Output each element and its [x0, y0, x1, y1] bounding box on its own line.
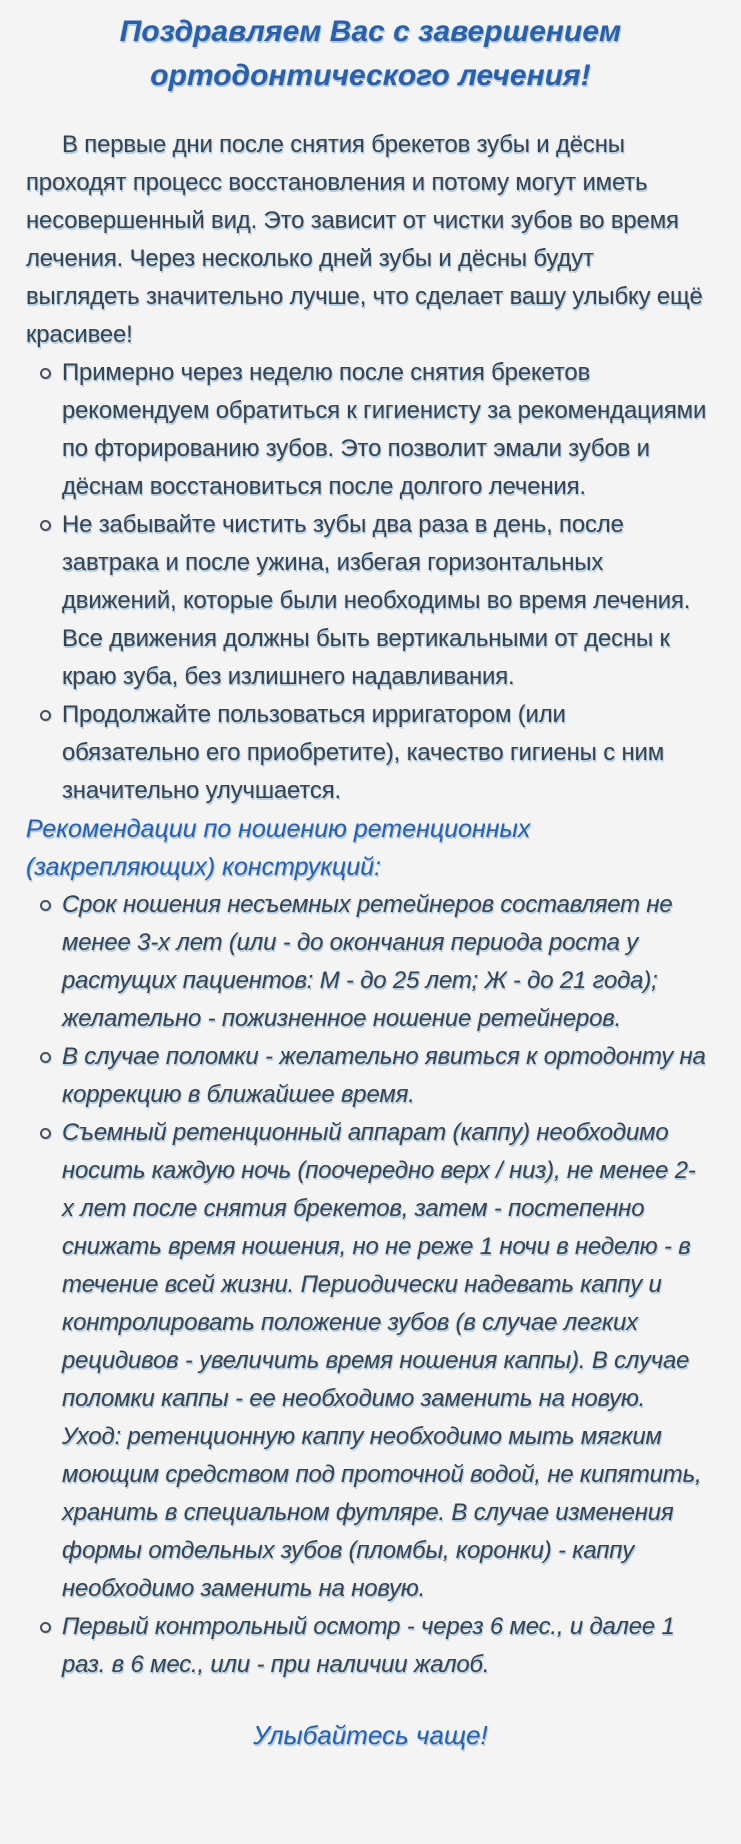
bullet-circle-icon: [40, 1052, 51, 1063]
intro-paragraph: В первые дни после снятия брекетов зубы и дёсны проходят процесс восстановления и потому могут иметь несовершенный вид. Это зависит от чистки зубов во время лечения. Через несколько дней зубы и дёсны будут выглядеть значительно лучше, что сделает вашу улыбку ещё красивее!: [26, 131, 703, 348]
retention-list: [0, 886, 707, 1684]
retention-section-heading: Рекомендации по ношению ретенционных (закрепляющих) конструкций:: [26, 815, 531, 881]
list-item-text: Срок ношения несъемных ретейнеров составляет не менее 3-х лет (или - до окончания периода роста у растущих пациентов: М - до 25 лет; Ж - до 21 года); желательно - пожизненное ношение ретейнеров.: [62, 891, 673, 1032]
bullet-circle-icon: [40, 520, 51, 531]
list-item-text: Примерно через неделю после снятия брекетов рекомендуем обратиться к гигиенисту за рекомендациями по фторированию зубов. Это позволит эмали зубов и дёснам восстановиться после долгого лечения.: [62, 359, 707, 500]
list-item: [62, 1038, 707, 1114]
bullet-circle-icon: [40, 368, 51, 379]
bullet-circle-icon: [40, 1128, 51, 1139]
bullet-circle-icon: [40, 900, 51, 911]
list-item: [62, 354, 707, 506]
list-item: [62, 1608, 707, 1684]
list-item-text: В случае поломки - желательно явиться к ортодонту на коррекцию в ближайшее время.: [62, 1043, 706, 1108]
care-list: [0, 354, 707, 810]
list-item: [62, 1114, 707, 1608]
list-item: [62, 696, 707, 810]
closing-message: Улыбайтесь чаще!: [253, 1720, 488, 1750]
list-item-text: Съемный ретенционный аппарат (каппу) необходимо носить каждую ночь (поочередно верх / низ), не менее 2-х лет после снятия брекетов, затем - постепенно снижать время ношения, но не реже 1 ночи в неделю - в течение всей жизни. Периодически надевать каппу и контролировать положение зубов (в случае легких рецидивов - увеличить время ношения каппы). В случае поломки каппы - ее необходимо заменить на новую. Уход: ретенционную каппу необходимо мыть мягким моющим средством под проточной водой, не кипятить, хранить в специальном футляре. В случае изменения формы отдельных зубов (пломбы, коронки) - каппу необходимо заменить на новую.: [62, 1119, 702, 1602]
list-item-text: Не забывайте чистить зубы два раза в день, после завтрака и после ужина, избегая горизонтальных движений, которые были необходимы во время лечения. Все движения должны быть вертикальными от десны к краю зуба, без излишнего надавливания.: [62, 511, 691, 690]
page-title: Поздравляем Вас с завершением ортодонтического лечения!: [119, 15, 622, 92]
bullet-circle-icon: [40, 710, 51, 721]
list-item: [62, 886, 707, 1038]
list-item-text: Первый контрольный осмотр - через 6 мес., и далее 1 раз. в 6 мес., или - при наличии жалоб.: [62, 1613, 675, 1678]
list-item: [62, 506, 707, 696]
bullet-circle-icon: [40, 1622, 51, 1633]
list-item-text: Продолжайте пользоваться ирригатором (или обязательно его приобретите), качество гигиены с ним значительно улучшается.: [62, 701, 665, 804]
